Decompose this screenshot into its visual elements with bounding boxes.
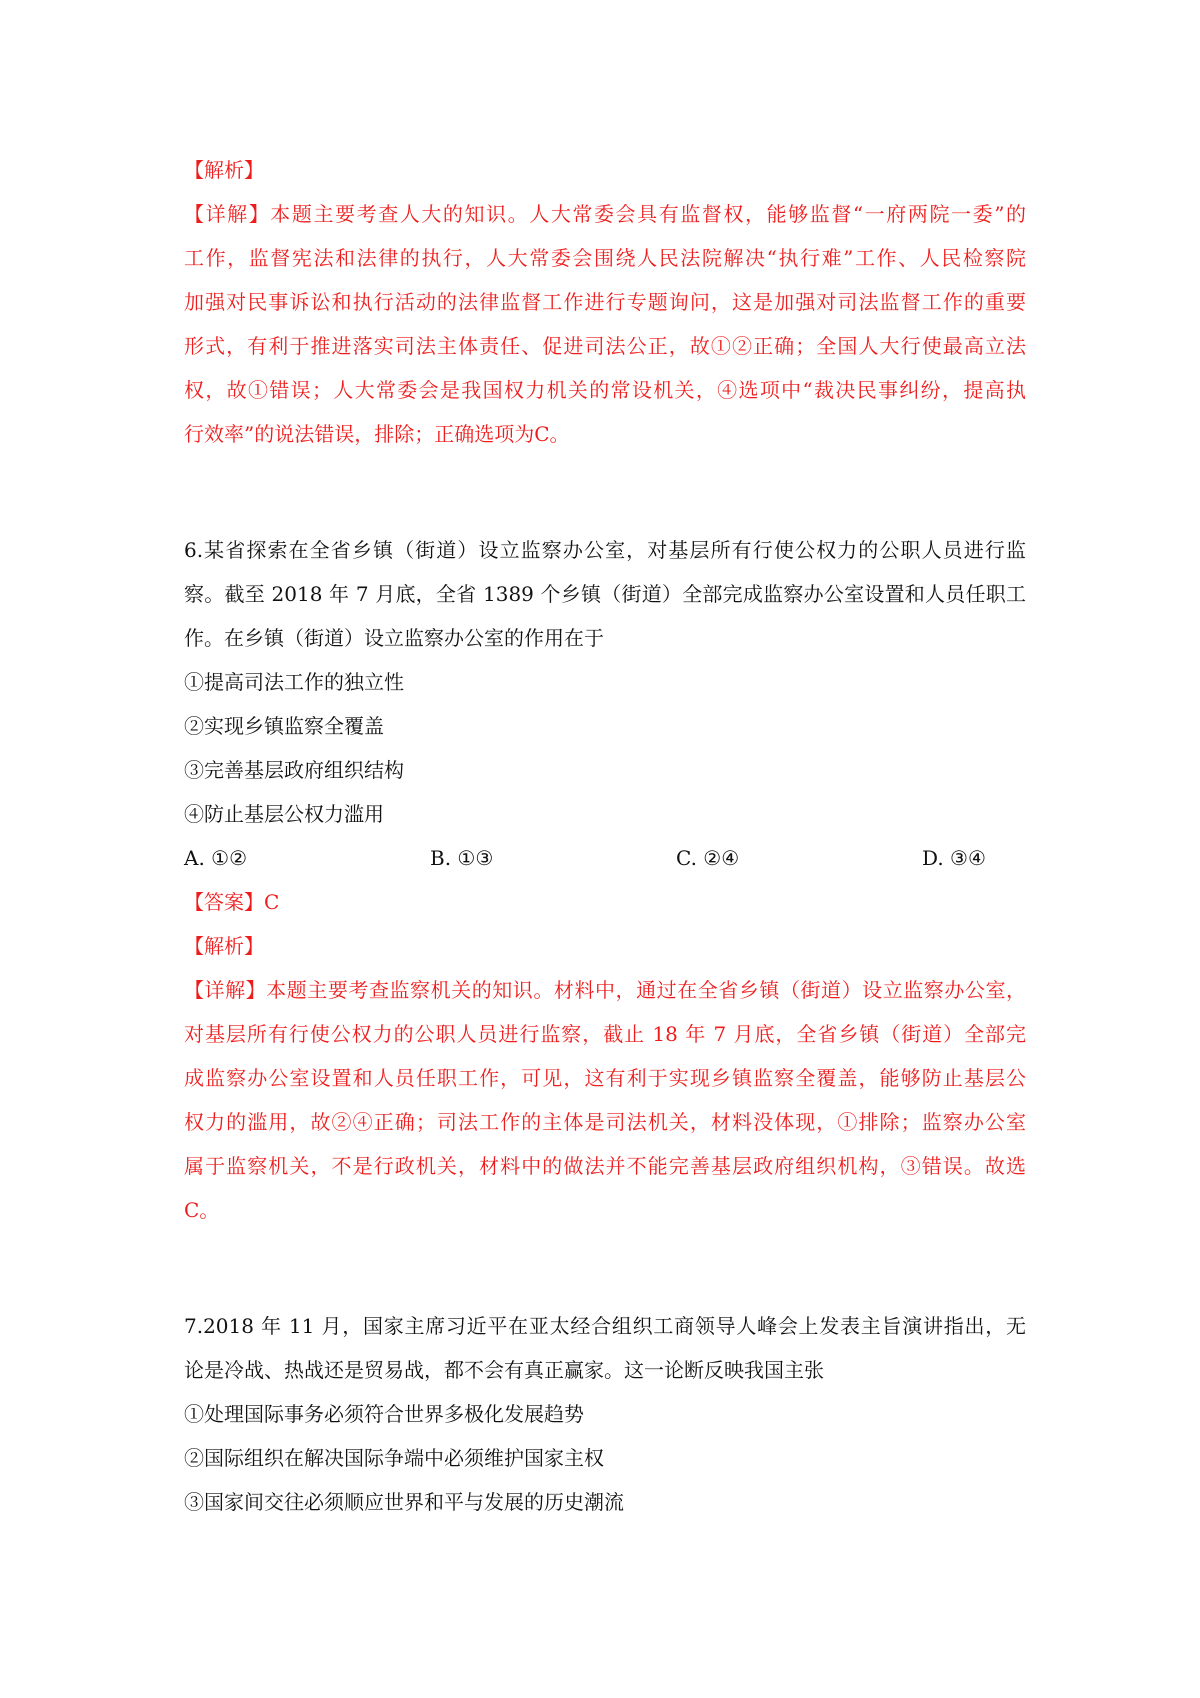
- q6-detail-line: C。: [184, 1198, 220, 1222]
- q6-detail-line: 【详解】本题主要考查监察机关的知识。材料中，通过在全省乡镇（街道）设立监察办公室，: [184, 978, 1026, 1002]
- q6-statement: ②实现乡镇监察全覆盖: [184, 714, 384, 738]
- q7-statement: ①处理国际事务必须符合世界多极化发展趋势: [184, 1402, 584, 1426]
- q7-stem-line: 7.2018 年 11 月，国家主席习近平在亚太经合组织工商领导人峰会上发表主旨演讲指出，无: [184, 1314, 1026, 1338]
- q5-detail-line: 形式，有利于推进落实司法主体责任、促进司法公正，故①②正确；全国人大行使最高立法: [184, 334, 1026, 358]
- q6-detail-line: 权力的滥用，故②④正确；司法工作的主体是司法机关，材料没体现，①排除；监察办公室: [184, 1110, 1026, 1134]
- q6-answer: 【答案】C: [184, 890, 280, 914]
- q6-statement: ④防止基层公权力滥用: [184, 802, 384, 826]
- q5-analysis-label: 【解析】: [184, 158, 264, 182]
- q5-detail-line: 工作，监督宪法和法律的执行，人大常委会围绕人民法院解决“执行难”工作、人民检察院: [184, 246, 1026, 270]
- q6-option-a: A. ①②: [184, 846, 248, 870]
- q6-analysis-label: 【解析】: [184, 934, 264, 958]
- q6-detail-line: 成监察办公室设置和人员任职工作，可见，这有利于实现乡镇监察全覆盖，能够防止基层公: [184, 1066, 1026, 1090]
- q6-stem-line: 察。截至 2018 年 7 月底，全省 1389 个乡镇（街道）全部完成监察办公室设置和人员任职工: [184, 582, 1026, 606]
- q5-detail-line: 权，故①错误；人大常委会是我国权力机关的常设机关，④选项中“裁决民事纠纷，提高执: [184, 378, 1026, 402]
- q6-detail-line: 对基层所有行使公权力的公职人员进行监察，截止 18 年 7 月底，全省乡镇（街道）全部完: [184, 1022, 1026, 1046]
- q5-detail-line: 行效率”的说法错误，排除；正确选项为C。: [184, 422, 570, 446]
- q6-statement: ③完善基层政府组织结构: [184, 758, 404, 782]
- q6-detail-line: 属于监察机关，不是行政机关，材料中的做法并不能完善基层政府组织机构，③错误。故选: [184, 1154, 1026, 1178]
- q6-stem-line: 6.某省探索在全省乡镇（街道）设立监察办公室，对基层所有行使公权力的公职人员进行监: [184, 538, 1026, 562]
- q7-stem-line: 论是冷战、热战还是贸易战，都不会有真正赢家。这一论断反映我国主张: [184, 1358, 824, 1382]
- q6-statement: ①提高司法工作的独立性: [184, 670, 404, 694]
- q6-option-b: B. ①③: [430, 846, 494, 870]
- q6-stem-line: 作。在乡镇（街道）设立监察办公室的作用在于: [184, 626, 604, 650]
- q7-statement: ②国际组织在解决国际争端中必须维护国家主权: [184, 1446, 604, 1470]
- q7-statement: ③国家间交往必须顺应世界和平与发展的历史潮流: [184, 1490, 624, 1514]
- q6-option-d: D. ③④: [922, 846, 986, 870]
- q6-option-c: C. ②④: [676, 846, 740, 870]
- q5-detail-line: 加强对民事诉讼和执行活动的法律监督工作进行专题询问，这是加强对司法监督工作的重要: [184, 290, 1026, 314]
- q5-detail-line: 【详解】本题主要考查人大的知识。人大常委会具有监督权，能够监督“一府两院一委”的: [184, 202, 1026, 226]
